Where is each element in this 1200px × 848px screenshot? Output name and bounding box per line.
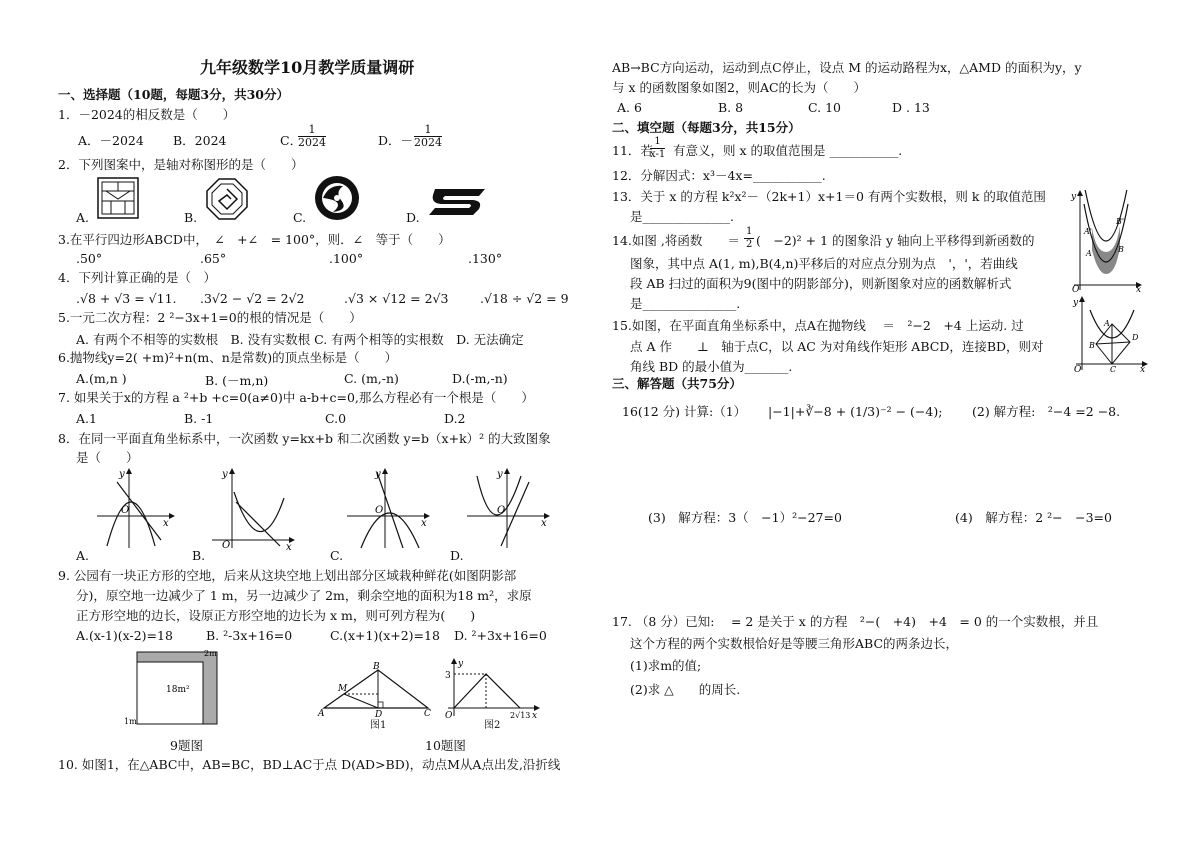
question-15-line1: 15.如图，在平面直角坐标系中，点A在抛物线 ＝ ²−2 +4 上运动. 过 [612, 318, 1024, 333]
q7-option-c: C.0 [325, 411, 347, 426]
question-4: 4．下列计算正确的是（ ） [58, 270, 216, 285]
q9-option-b: B. ²-3x+16=0 [206, 628, 293, 643]
question-11-rest: 有意义，则 x 的取值范围是 ___________. [673, 143, 903, 158]
q10-option-b: B. 8 [718, 100, 744, 115]
question-17-line4: (2)求 △ 的周长. [630, 682, 741, 697]
q7-option-b: B. -1 [184, 411, 214, 426]
question-16-part4: (4) 解方程：2 ²− −3=0 [955, 510, 1112, 525]
question-8-line1: 8．在同一平面直角坐标系中，一次函数 y=kx+b 和二次函数 y=b（x+k）² 的大致图象 [58, 431, 551, 446]
q8b-origin-label: O [222, 540, 231, 550]
question-11: 11．若 [612, 143, 653, 158]
fig10-label-b: B [373, 662, 380, 672]
q3-option-c: .100° [329, 251, 364, 266]
q9-option-c: C.(x+1)(x+2)=18 [330, 628, 440, 643]
fig14-origin-label: O [1072, 285, 1080, 292]
q14-denominator: 2 [746, 239, 753, 250]
question-1: 1．－2024的相反数是（ ） [58, 107, 236, 122]
question-3: 3.在平行四边形ABCD中， ∠ +∠ = 100°，则．∠ 等于（ ） [58, 232, 451, 247]
fig10b-y-label: y [458, 659, 464, 669]
q1-d-fraction [414, 124, 442, 149]
q8a-y-label: y [119, 469, 125, 480]
question-15-line3: 角线 BD 的最小值为_______. [630, 359, 793, 374]
fig15-d-label: D [1132, 333, 1139, 342]
figure-10-caption-2: 图2 [484, 720, 501, 731]
q2-figure-c [313, 174, 361, 222]
question-16-part3: (3) 解方程：3（ −1）²−27=0 [648, 510, 842, 525]
fig14-b-label: B [1118, 245, 1124, 254]
fig10b-x-end-label: 2√13 [510, 711, 531, 720]
page-title: 九年级数学10月教学质量调研 [200, 58, 415, 77]
q2-label-a: A. [76, 210, 90, 225]
q8d-y-label: y [497, 469, 503, 480]
section-answer-heading: 三、解答题（共75分） [612, 376, 742, 391]
q10-option-c: C. 10 [808, 100, 841, 115]
question-6: 6.抛物线y=2( +m)²+n(m、n是常数)的顶点坐标是（ ） [58, 350, 398, 365]
question-14-line4: 是_______________. [630, 296, 741, 311]
figure-9-area-label: 18m² [166, 685, 190, 695]
fig14-a-label: A [1086, 249, 1092, 258]
q8-graph-a [95, 468, 175, 550]
q7-option-d: D.2 [444, 411, 466, 426]
q14-fraction [744, 226, 754, 251]
figure-9-top-label: 2m [204, 649, 217, 658]
figure-9-caption: 9题图 [170, 738, 203, 753]
q10-option-d: D . 13 [892, 100, 930, 115]
q3-option-b: .65° [200, 251, 227, 266]
q1-option-c: C． [280, 133, 303, 148]
q4-option-a: .√8 + √3 = √11. [76, 291, 177, 306]
fig15-b-label: B [1089, 341, 1095, 350]
q1-c-numerator: 1 [298, 124, 326, 137]
q11-numerator: 1 [650, 136, 665, 149]
q3-option-a: .50° [76, 251, 103, 266]
fig10b-y-value-label: 3 [445, 671, 451, 681]
fig14-ap-label: A' [1084, 227, 1092, 236]
q10-option-a: A. 6 [617, 100, 642, 115]
q4-option-c: .√3 × √12 = 2√3 [344, 291, 449, 306]
q6-option-a: A.(m,n ) [76, 371, 127, 386]
fig15-a-label: A [1104, 319, 1110, 328]
fig10-label-c: C [424, 709, 431, 718]
q9-option-d: D. ²+3x+16=0 [454, 628, 547, 643]
fig15-x-label: x [1140, 365, 1146, 372]
question-16: 16(12 分) 计算:（1） [622, 404, 747, 419]
q1-option-b: B．2024 [173, 133, 227, 148]
q8-graph-b [210, 468, 295, 550]
fig14-y-label: y [1071, 192, 1077, 202]
q1-c-fraction [298, 124, 326, 149]
question-5: 5.一元二次方程：2 ²−3x+1=0的根的情况是（ ） [58, 310, 362, 325]
q2-figure-b [205, 177, 249, 221]
q8-graph-d [465, 468, 550, 550]
figure-10-caption: 10题图 [425, 738, 466, 753]
question-2: 2．下列图案中，是轴对称图形的是（ ） [58, 157, 304, 172]
fig14-x-label: x [1136, 285, 1142, 292]
q1-c-denominator: 2024 [298, 136, 326, 149]
q2-label-b: B. [184, 210, 198, 225]
question-15-line2: 点 A 作 ⊥ 轴于点C，以 AC 为对角线作矩形 ABCD，连接BD，则对 [630, 339, 1044, 354]
figure-9-side-label: 1m [124, 717, 137, 726]
question-8-line2: 是（ ） [76, 450, 139, 465]
fig10-label-m: M [338, 684, 348, 694]
question-10-line2: AB→BC方向运动，运动到点C停止，设点 M 的运动路程为x，△AMD 的面积为y，y [612, 60, 1082, 75]
question-16-part2: (2) 解方程: ²−4 =2 −8. [972, 404, 1121, 419]
question-14-line1b: ( −2)² + 1 的图象沿 y 轴向上平移得到新函数的 [756, 233, 1035, 248]
q6-option-d: D.(-m,-n) [452, 371, 508, 386]
q1-d-denominator: 2024 [414, 136, 442, 149]
q7-option-a: A.1 [76, 411, 97, 426]
q8-graph-c [345, 468, 430, 550]
question-9-line3: 正方形空地的边长，设原正方形空地的边长为 x m，则可列方程为( ) [76, 608, 476, 623]
q8-label-c: C. [330, 548, 344, 563]
fig15-c-label: C [1110, 365, 1117, 372]
question-16-expression: |−1|+∛−8 + (1/3)⁻² − (−4); [768, 404, 943, 419]
fig10b-x-label: x [532, 711, 538, 720]
q3-option-d: .130° [468, 251, 503, 266]
question-7: 7. 如果关于x的方程 a ²+b +c=0(a≠0)中 a-b+c=0,那么方程必有一个根是（ ） [58, 390, 534, 405]
figure-10-function-graph [440, 658, 540, 720]
q8-label-d: D. [450, 548, 464, 563]
q9-option-a: A.(x-1)(x-2)=18 [76, 628, 173, 643]
figure-15 [1072, 296, 1148, 372]
question-13-line2: 是______________. [630, 209, 734, 224]
fig10b-origin-label: O [445, 711, 453, 720]
q6-option-b: B. (－m,n) [205, 373, 269, 388]
question-17-line3: (1)求m的值; [630, 658, 702, 673]
q1-option-a: A．－2024 [78, 133, 144, 148]
question-14-line2: 图象，其中点 A(1, m),B(4,n)平移后的对应点分别为点 '，'，若曲线 [630, 256, 1018, 271]
question-17-line2: 这个方程的两个实数根恰好是等腰三角形ABC的两条边长， [630, 636, 959, 651]
question-13-line1: 13．关于 x 的方程 k²x²－（2k+1）x+1＝0 有两个实数根，则 k 的取值范围 [612, 189, 1046, 204]
section-choice-heading: 一、选择题（10题，每题3分，共30分） [58, 87, 289, 102]
q4-option-b: .3√2 − √2 = 2√2 [200, 291, 305, 306]
question-14-line3: 段 AB 扫过的面积为9(图中的阴影部分)，则新图象对应的函数解析式 [630, 276, 1012, 291]
fig14-bp-label: B' [1116, 217, 1125, 226]
question-14-line1: 14.如图 ,将函数 ＝ [612, 233, 740, 248]
q8d-origin-label: O [497, 505, 506, 516]
q8a-x-label: x [163, 518, 169, 529]
q2-figure-d [427, 187, 489, 217]
q8c-x-label: x [421, 518, 427, 529]
section-fill-heading: 二、填空题（每题3分，共15分） [612, 120, 801, 135]
question-9-line1: 9. 公园有一块正方形的空地，后来从这块空地上划出部分区域栽种鲜花(如图阴影部 [58, 568, 517, 583]
fig10-label-a: A [318, 709, 325, 718]
q8-label-a: A. [76, 548, 90, 563]
question-17-line1: 17. （8 分）已知: = 2 是关于 x 的方程 ²−( +4) +4 = 0 的一个实数根，并且 [612, 614, 1099, 629]
question-10-line3: 与 x 的函数图象如图2，则AC的长为（ ） [612, 80, 867, 95]
q8d-x-label: x [541, 518, 547, 529]
question-9-line2: 分)，原空地一边减少了 1 m，另一边减少了 2m，剩余空地的面积为18 m²，求原 [76, 588, 532, 603]
q8c-origin-label: O [375, 505, 384, 516]
q11-denominator: x-1 [650, 149, 666, 160]
q8b-y-label: y [222, 469, 228, 480]
q4-option-d: .√18 ÷ √2 = 9 [480, 291, 569, 306]
figure-10-caption-1: 图1 [370, 720, 387, 731]
question-10-line1: 10. 如图1，在△ABC中，AB=BC，BD⊥AC于点 D(AD>BD)，动点M从A点出发,沿折线 [58, 757, 561, 772]
q14-numerator: 1 [746, 226, 753, 237]
q2-label-c: C. [293, 210, 307, 225]
q6-option-c: C. (m,-n) [344, 371, 399, 386]
fig10-label-d: D [375, 710, 383, 718]
q5-options: A. 有两个不相等的实数根 B. 没有实数根 C. 有两个相等的实根数 D. 无法确定 [76, 332, 524, 347]
figure-9 [122, 648, 222, 730]
figure-14 [1070, 190, 1142, 292]
question-12: 12．分解因式：x³－4x=___________. [612, 168, 826, 183]
fig15-y-label: y [1073, 298, 1079, 308]
fig15-origin-label: O [1074, 365, 1082, 372]
q1-d-numerator: 1 [414, 124, 442, 137]
q11-fraction [650, 136, 665, 161]
q2-figure-a [97, 177, 139, 219]
figure-10-triangle [316, 660, 436, 718]
q8-label-b: B. [192, 548, 206, 563]
q8a-origin-label: O [121, 505, 130, 516]
q1-option-d: D．－ [378, 133, 414, 148]
q2-label-d: D. [406, 210, 420, 225]
q8c-y-label: y [375, 469, 381, 480]
q8b-x-label: x [286, 542, 292, 550]
